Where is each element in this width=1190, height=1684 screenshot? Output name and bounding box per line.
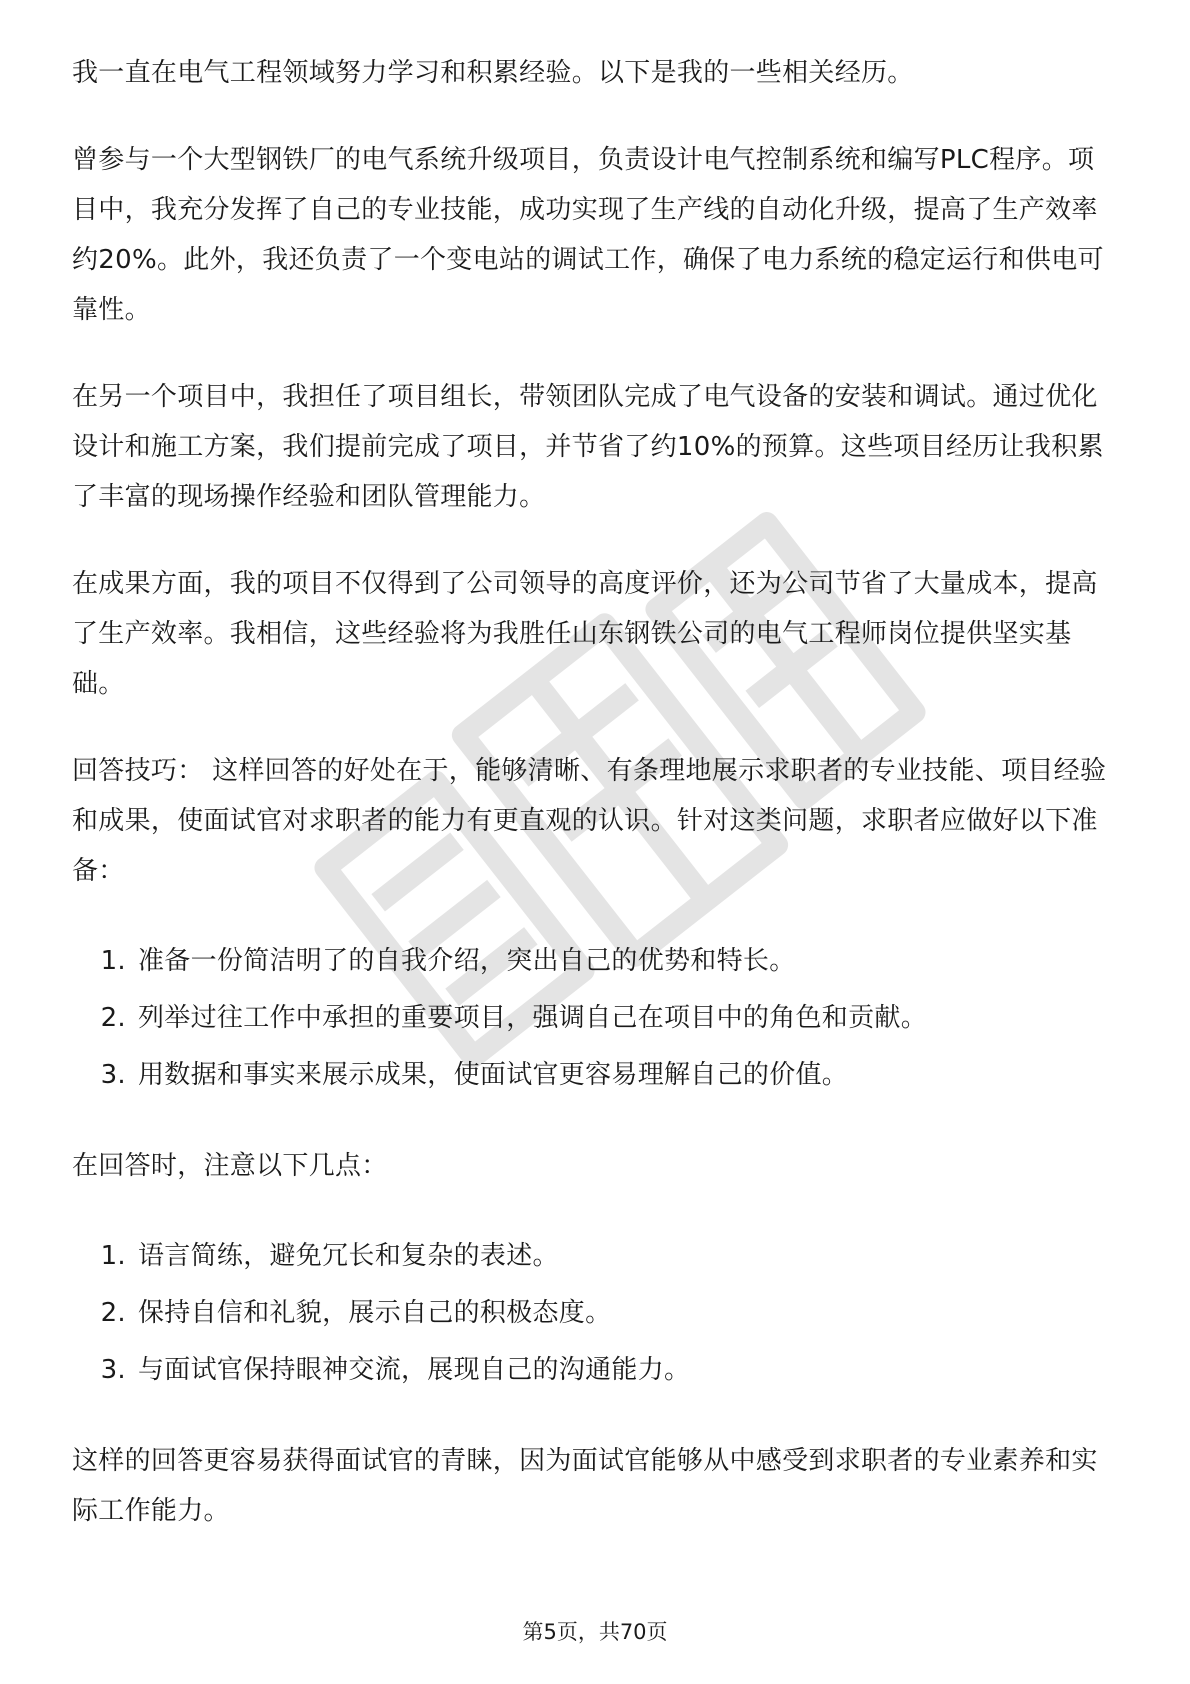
list-text: 用数据和事实来展示成果，使面试官更容易理解自己的价值。 [138,1060,849,1090]
intro-paragraph: 我一直在电气工程领域努力学习和积累经验。以下是我的一些相关经历。 [72,58,914,88]
list-item [72,1047,1118,1104]
list-number: 3. [100,1355,126,1385]
list-text: 语言简练，避免冗长和复杂的表述。 [138,1241,559,1271]
list-item [72,1228,1118,1285]
main-content [72,48,1118,1573]
results-paragraph: 在成果方面，我的项目不仅得到了公司领导的高度评价，还为公司节省了大量成本，提高了生产效率。我相信，这些经验将为我胜任山东钢铁公司的电气工程师岗位提供坚实基础。 [72,569,1098,699]
notes-paragraph: 在回答时，注意以下几点： [72,1151,388,1181]
list-text: 列举过往工作中承担的重要项目，强调自己在项目中的角色和贡献。 [138,1003,928,1033]
experience-paragraph-2: 在另一个项目中，我担任了项目组长，带领团队完成了电气设备的安装和调试。通过优化设计和施工方案，我们提前完成了项目，并节省了约10%的预算。这些项目经历让我积累了丰富的现场操作经验和团队管理能力。 [72,382,1104,512]
list-number: 1. [100,1241,126,1271]
notes-list [72,1228,1118,1399]
list-number: 2. [100,1003,126,1033]
page-number: 第5页，共70页 [522,1620,668,1644]
list-item [72,1342,1118,1399]
list-number: 2. [100,1298,126,1328]
conclusion-paragraph: 这样的回答更容易获得面试官的青睐，因为面试官能够从中感受到求职者的专业素养和实际工作能力。 [72,1446,1098,1526]
list-text: 准备一份简洁明了的自我介绍，突出自己的优势和特长。 [138,946,796,976]
list-text: 与面试官保持眼神交流，展现自己的沟通能力。 [138,1355,691,1385]
list-number: 1. [100,946,126,976]
list-item [72,990,1118,1047]
list-item [72,1285,1118,1342]
list-item [72,933,1118,990]
list-text: 保持自信和礼貌，展示自己的积极态度。 [138,1298,612,1328]
tips-paragraph: 回答技巧： 这样回答的好处在于，能够清晰、有条理地展示求职者的专业技能、项目经验和成果，使面试官对求职者的能力有更直观的认识。针对这类问题，求职者应做好以下准备： [72,756,1107,886]
preparation-list [72,933,1118,1104]
experience-paragraph-1: 曾参与一个大型钢铁厂的电气系统升级项目，负责设计电气控制系统和编写PLC程序。项目中，我充分发挥了自己的专业技能，成功实现了生产线的自动化升级，提高了生产效率约20%。此外，我还负责了一个变电站的调试工作，确保了电力系统的稳定运行和供电可靠性。 [72,145,1104,325]
list-number: 3. [100,1060,126,1090]
